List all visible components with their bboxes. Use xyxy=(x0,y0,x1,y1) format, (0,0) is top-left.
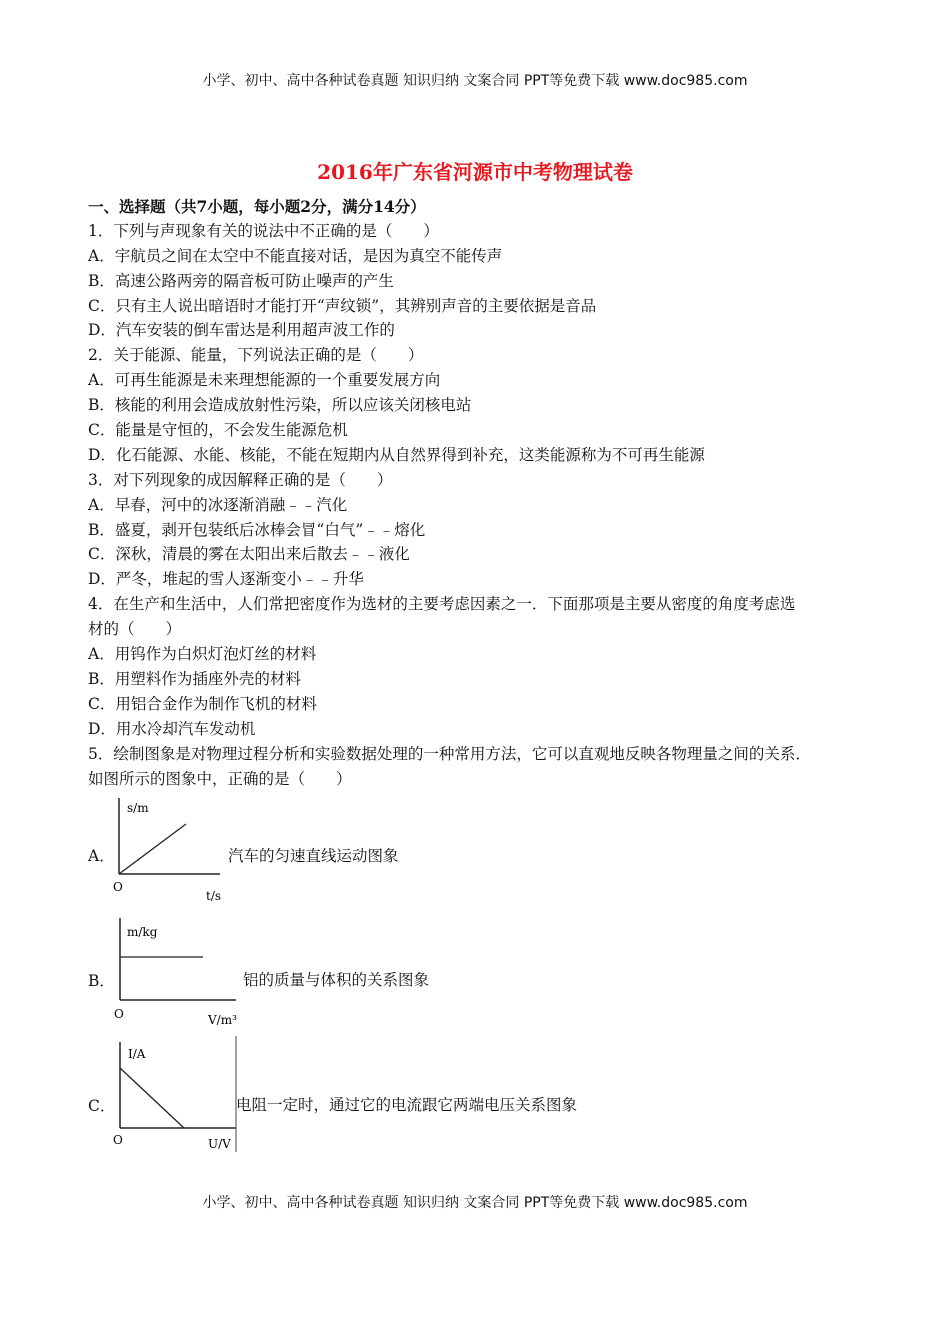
graph-a-line xyxy=(119,824,186,874)
q5-option-a-label: A． xyxy=(88,847,115,865)
graph-b-mv xyxy=(108,912,242,1028)
question-2: 2．关于能源、能量，下列说法正确的是（ ） xyxy=(88,346,424,364)
graph-b-xlabel: V/m³ xyxy=(208,1013,237,1027)
graph-b-origin: O xyxy=(114,1007,124,1021)
graph-c-ylabel: I/A xyxy=(128,1047,146,1061)
exam-title: 2016年广东省河源市中考物理试卷 xyxy=(317,160,633,184)
graph-c-xlabel: U/V xyxy=(208,1137,231,1151)
q3-option-c: C．深秋，清晨的雾在太阳出来后散去﹣﹣液化 xyxy=(88,545,410,563)
q3-option-b: B．盛夏，剥开包装纸后冰棒会冒“白气”﹣﹣熔化 xyxy=(88,521,426,539)
q2-option-d: D．化石能源、水能、核能，不能在短期内从自然界得到补充，这类能源称为不可再生能源 xyxy=(88,446,705,464)
graph-c-origin: O xyxy=(113,1133,123,1147)
q2-option-c: C．能量是守恒的，不会发生能源危机 xyxy=(88,421,348,439)
question-4-cont: 材的（ ） xyxy=(88,620,182,638)
q3-option-d: D．严冬，堆起的雪人逐渐变小﹣﹣升华 xyxy=(88,570,364,588)
q1-option-c: C．只有主人说出暗语时才能打开“声纹锁”，其辨别声音的主要依据是音品 xyxy=(88,297,597,315)
q2-option-b: B．核能的利用会造成放射性污染，所以应该关闭核电站 xyxy=(88,396,472,414)
question-3: 3．对下列现象的成因解释正确的是（ ） xyxy=(88,471,393,489)
q5-option-b-label: B． xyxy=(88,972,115,990)
graph-c-caption: 电阻一定时，通过它的电流跟它两端电压关系图象 xyxy=(236,1096,578,1114)
graph-a-xlabel: t/s xyxy=(206,889,222,903)
question-5-cont: 如图所示的图象中，正确的是（ ） xyxy=(88,770,352,788)
q1-option-b: B．高速公路两旁的隔音板可防止噪声的产生 xyxy=(88,272,394,290)
graph-a-caption: 汽车的匀速直线运动图象 xyxy=(228,847,399,865)
question-5: 5．绘制图象是对物理过程分析和实验数据处理的一种常用方法，它可以直观地反映各物理量之间的关系． xyxy=(88,745,811,763)
graph-c-iu xyxy=(108,1036,240,1154)
q4-option-d: D．用水冷却汽车发动机 xyxy=(88,720,256,738)
q4-option-a: A．用钨作为白炽灯泡灯丝的材料 xyxy=(88,645,317,663)
section-heading: 一、选择题（共7小题，每小题2分，满分14分） xyxy=(88,197,426,216)
q5-option-c-label: C． xyxy=(88,1097,116,1115)
q4-option-c: C．用铝合金作为制作飞机的材料 xyxy=(88,695,317,713)
q4-option-b: B．用塑料作为插座外壳的材料 xyxy=(88,670,301,688)
page-header: 小学、初中、高中各种试卷真题 知识归纳 文案合同 PPT等免费下载 www.doc985.com xyxy=(202,73,748,89)
page-footer: 小学、初中、高中各种试卷真题 知识归纳 文案合同 PPT等免费下载 www.doc985.com xyxy=(202,1195,748,1211)
q1-option-a: A．宇航员之间在太空中不能直接对话，是因为真空不能传声 xyxy=(88,247,503,265)
graph-a-origin: O xyxy=(113,880,123,894)
question-1: 1．下列与声现象有关的说法中不正确的是（ ） xyxy=(88,222,439,240)
q1-option-d: D．汽车安装的倒车雷达是利用超声波工作的 xyxy=(88,321,395,339)
graph-c-line xyxy=(120,1068,184,1128)
q2-option-a: A．可再生能源是未来理想能源的一个重要发展方向 xyxy=(88,371,441,389)
graph-a-ylabel: s/m xyxy=(127,801,149,815)
question-4: 4．在生产和生活中，人们常把密度作为选材的主要考虑因素之一．下面那项是主要从密度的角度考虑选 xyxy=(88,595,796,613)
graph-b-ylabel: m/kg xyxy=(127,925,158,939)
q3-option-a: A．早春，河中的冰逐渐消融﹣﹣汽化 xyxy=(88,496,348,514)
graph-a-st xyxy=(108,790,228,905)
graph-b-caption: 铝的质量与体积的关系图象 xyxy=(243,971,430,989)
